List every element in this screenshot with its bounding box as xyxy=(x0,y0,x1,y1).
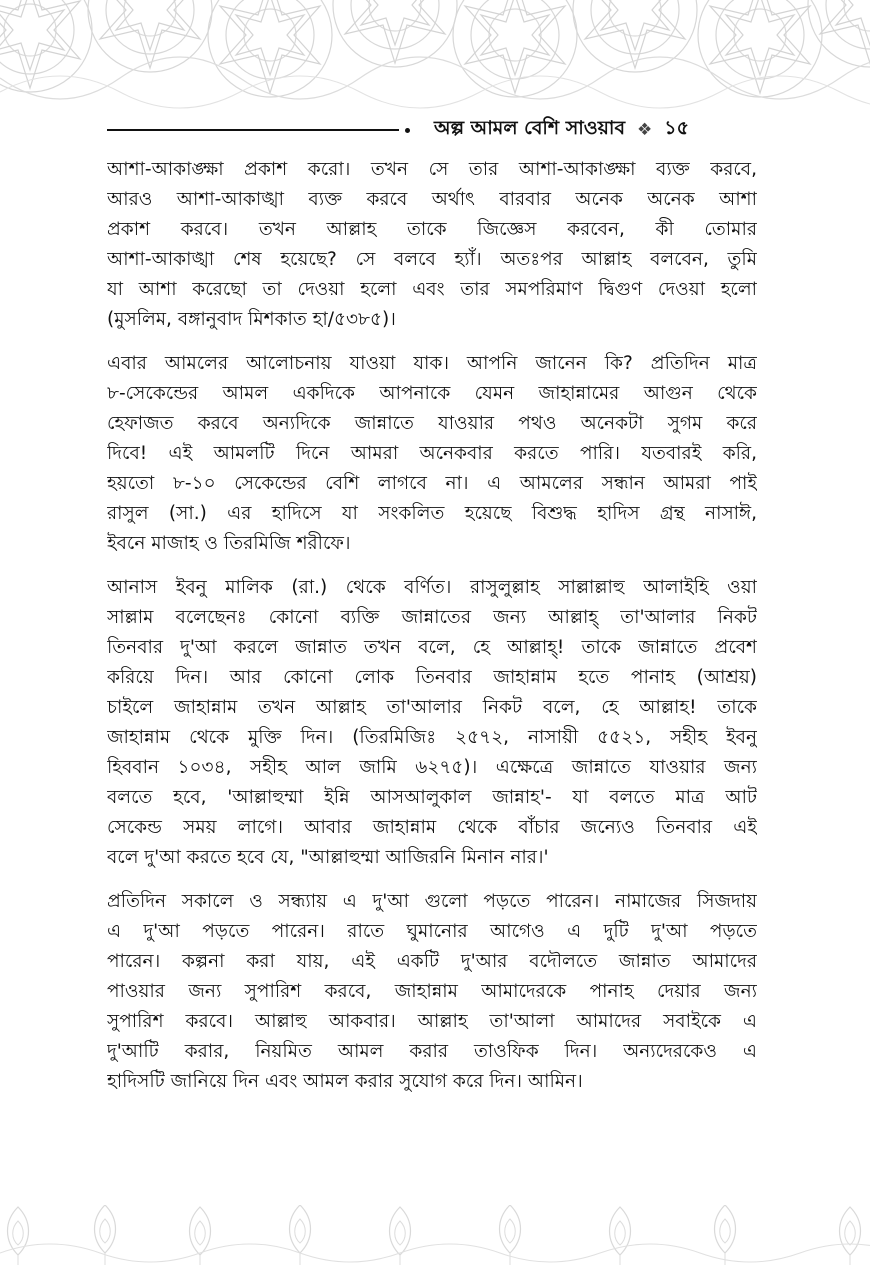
paragraph-2 xyxy=(107,349,757,559)
text-line: হিববান ১০৩৪, সহীহ আল জামি ৬২৭৫)। এক্ষেত্রে জান্নাতে যাওয়ার জন্য xyxy=(107,757,757,778)
text-line: বলতে হবে, 'আল্লাহুম্মা ইন্নি আসআলুকাল জান্নাহ'- যা বলতে মাত্র আট xyxy=(107,787,757,808)
text-line: সেকেন্ড সময় লাগে। আবার জাহান্নাম থেকে বাঁচার জন্যেও তিনবার এই xyxy=(107,817,757,838)
header-rule xyxy=(107,129,399,131)
paragraph-4 xyxy=(107,887,757,1097)
text-line: দিবে! এই আমলটি দিনে আমরা অনেকবার করতে পারি। যতবারই করি, xyxy=(107,443,757,464)
text-line: তিনবার দু'আ করলে জান্নাত তখন বলে, হে আল্লাহ্! তাকে জান্নাতে প্রবেশ xyxy=(107,637,757,658)
text-line: আশা-আকাঙ্ক্ষা প্রকাশ করো। তখন সে তার আশা-আকাঙ্ক্ষা ব্যক্ত করবে, xyxy=(107,159,757,180)
text-line: করিয়ে দিন। আর কোনো লোক তিনবার জাহান্নাম হতে পানাহ (আশ্রয়) xyxy=(107,667,757,688)
text-line: পারেন। কল্পনা করা যায়, এই একটি দু'আর বদৌলতে জান্নাত আমাদের xyxy=(107,951,757,972)
text-line: আশা-আকাঙ্খা শেষ হয়েছে? সে বলবে হ্যাঁ। অতঃপর আল্লাহ বলবেন, তুমি xyxy=(107,249,757,270)
text-line: প্রকাশ করবে। তখন আল্লাহ তাকে জিজ্ঞেস করবেন, কী তোমার xyxy=(107,219,757,240)
bottom-ornament-border xyxy=(0,1205,870,1265)
header-book-title: অল্প আমল বেশি সাওয়াব xyxy=(434,117,626,139)
running-header xyxy=(107,112,762,148)
text-line: আরও আশা-আকাঙ্খা ব্যক্ত করবে অর্থাৎ বারবার অনেক অনেক আশা xyxy=(107,189,757,210)
text-line: এবার আমলের আলোচনায় যাওয়া যাক। আপনি জানেন কি? প্রতিদিন মাত্র xyxy=(107,353,757,374)
text-line: পাওয়ার জন্য সুপারিশ করবে, জাহান্নাম আমাদেরকে পানাহ দেয়ার জন্য xyxy=(107,981,757,1002)
text-line: দু'আটি করার, নিয়মিত আমল করার তাওফিক দিন। অন্যদেরকেও এ xyxy=(107,1041,757,1062)
text-line: আনাস ইবনু মালিক (রা.) থেকে বর্ণিত। রাসুলুল্লাহ সাল্লাল্লাহু আলাইহি ওয়া xyxy=(107,577,757,598)
text-line: সুপারিশ করবে। আল্লাহু আকবার। আল্লাহ তা'আলা আমাদের সবাইকে এ xyxy=(107,1011,757,1032)
paragraph-1 xyxy=(107,155,757,335)
text-line: ৮-সেকেন্ডের আমল একদিকে আপনাকে যেমন জাহান্নামের আগুন থেকে xyxy=(107,383,757,404)
header-rule-end-dot xyxy=(405,128,410,133)
text-line: এ দু'আ পড়তে পারেন। রাতে ঘুমানোর আগেও এ দুটি দু'আ পড়তে xyxy=(107,921,757,942)
text-line: প্রতিদিন সকালে ও সন্ধ্যায় এ দু'আ গুলো পড়তে পারেন। নামাজের সিজদায় xyxy=(107,891,757,912)
text-line: বলে দু'আ করতে হবে যে, "আল্লাহুম্মা আজিরনি মিনান নার।' xyxy=(107,847,549,868)
text-line: যা আশা করেছো তা দেওয়া হলো এবং তার সমপরিমাণ দ্বিগুণ দেওয়া হলো xyxy=(107,279,757,300)
text-line: হয়তো ৮-১০ সেকেন্ডের বেশি লাগবে না। এ আমলের সন্ধান আমরা পাই xyxy=(107,473,757,494)
text-line: চাইলে জাহান্নাম তখন আল্লাহ তা'আলার নিকট বলে, হে আল্লাহ! তাকে xyxy=(107,697,757,718)
header-separator-icon: ❖ xyxy=(637,120,653,140)
page-body xyxy=(107,155,757,1111)
paragraph-3 xyxy=(107,573,757,873)
text-line: জাহান্নাম থেকে মুক্তি দিন। (তিরমিজিঃ ২৫৭২, নাসায়ী ৫৫২১, সহীহ ইবনু xyxy=(107,727,757,748)
text-line: (মুসলিম, বঙ্গানুবাদ মিশকাত হা/৫৩৮৫)। xyxy=(107,309,396,330)
text-line: হাদিসটি জানিয়ে দিন এবং আমল করার সুযোগ করে দিন। আমিন। xyxy=(107,1071,583,1092)
text-line: হেফাজত করবে অন্যদিকে জান্নাতে যাওয়ার পথও অনেকটা সুগম করে xyxy=(107,413,757,434)
text-line: সাল্লাম বলেছেনঃ কোনো ব্যক্তি জান্নাতের জন্য আল্লাহ্ তা'আলার নিকট xyxy=(107,607,757,628)
text-line: রাসুল (সা.) এর হাদিসে যা সংকলিত হয়েছে বিশুদ্ধ হাদিস গ্রন্থ নাসাঈ, xyxy=(107,503,757,524)
page-number: ১৫ xyxy=(664,117,689,139)
text-line: ইবনে মাজাহ ও তিরমিজি শরীফে। xyxy=(107,533,351,554)
